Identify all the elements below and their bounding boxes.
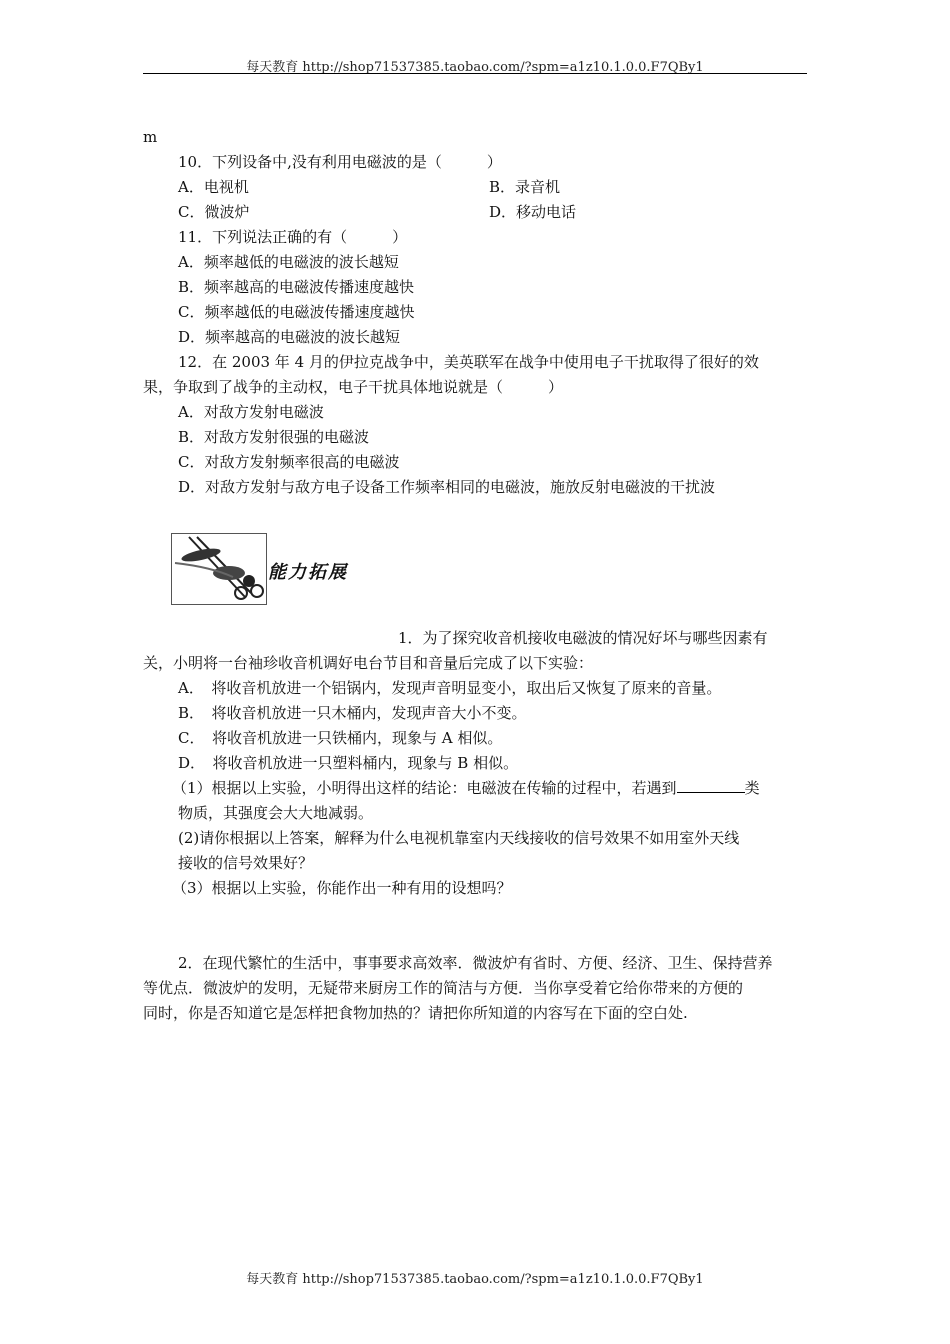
q11-stem: 11．下列说法正确的有（ ） [178,228,408,246]
e2-line2: 等优点．微波炉的发明，无疑带来厨房工作的简洁与方便．当你享受着它给你带来的方便的 [143,979,744,997]
e1-option-d: D． 将收音机放进一只塑料桶内，现象与 B 相似。 [178,754,519,772]
e1-option-c: C． 将收音机放进一只铁桶内，现象与 A 相似。 [178,729,503,747]
e1-part1-text: （1）根据以上实验，小明得出这样的结论：电磁波在传输的过程中，若遇到 [172,779,677,797]
e1-part1-suffix: 类 [744,779,760,797]
e2-line3: 同时，你是否知道它是怎样把食物加热的？请把你所知道的内容写在下面的空白处. [143,1004,688,1022]
stray-mark: m [143,128,158,146]
section-title: 能力拓展 [268,562,348,583]
q10-option-d: D．移动电话 [489,203,577,221]
q11-option-c: C．频率越低的电磁波传播速度越快 [178,303,415,321]
e1-option-a: A． 将收音机放进一个铝锅内，发现声音明显变小，取出后又恢复了原来的音量。 [178,679,722,697]
q12-option-d: D．对敌方发射与敌方电子设备工作频率相同的电磁波，施放反射电磁波的干扰波 [178,478,716,496]
header-rule [143,73,807,74]
page-header: 每天教育 http://shop71537385.taobao.com/?spm=a1z10.1.0.0.F7QBy1 [246,60,704,75]
q12-option-a: A．对敌方发射电磁波 [178,403,324,421]
q11-option-d: D．频率越高的电磁波的波长越短 [178,328,401,346]
e1-part2-line1: (2)请你根据以上答案，解释为什么电视机靠室内天线接收的信号效果不如用室外天线 [178,829,740,847]
e1-part1-line1 [172,778,760,798]
q10-option-a: A．电视机 [178,178,249,196]
answer-blank[interactable] [677,778,745,793]
page-footer: 每天教育 http://shop71537385.taobao.com/?spm=a1z10.1.0.0.F7QBy1 [246,1272,704,1287]
e2-line1: 2．在现代繁忙的生活中，事事要求高效率．微波炉有省时、方便、经济、卫生、保持营养 [178,954,773,972]
q12-stem-line1: 12．在 2003 年 4 月的伊拉克战争中，美英联军在战争中使用电子干扰取得了很好的效 [178,353,759,371]
q11-option-a: A．频率越低的电磁波的波长越短 [178,253,399,271]
q11-option-b: B．频率越高的电磁波传播速度越快 [178,278,415,296]
e1-stem-line2: 关，小明将一台袖珍收音机调好电台节目和音量后完成了以下实验： [143,654,594,672]
q10-option-c: C．微波炉 [178,203,250,221]
q12-option-b: B．对敌方发射很强的电磁波 [178,428,370,446]
q12-stem-line2: 果，争取到了战争的主动权，电子干扰具体地说就是（ ） [143,378,564,396]
q12-option-c: C．对敌方发射频率很高的电磁波 [178,453,400,471]
e1-part3: （3）根据以上实验，你能作出一种有用的设想吗？ [172,879,512,897]
e1-part1-line2: 物质，其强度会大大地减弱。 [178,804,374,822]
e1-option-b: B． 将收音机放进一只木桶内，发现声音大小不变。 [178,704,527,722]
e1-stem-line1: 1．为了探究收音机接收电磁波的情况好坏与哪些因素有 [398,629,768,647]
gymnast-banner-icon [171,533,267,605]
e1-part2-line2: 接收的信号效果好？ [178,854,314,872]
q10-stem: 10．下列设备中,没有利用电磁波的是（ ） [178,153,502,171]
q10-option-b: B．录音机 [489,178,561,196]
